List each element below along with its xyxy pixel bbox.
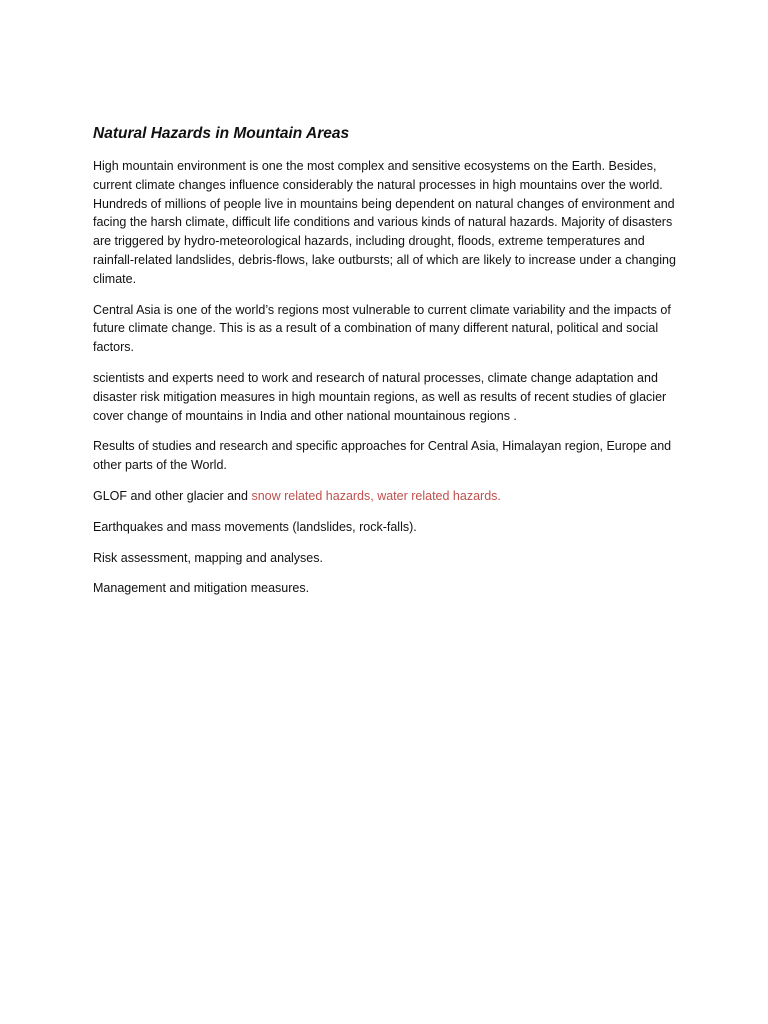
paragraph-central-asia: Central Asia is one of the world’s regions most vulnerable to current climate variability and the impacts of future climate change. This is as a result of a combination of many different natural, political and social factors.: [93, 302, 671, 355]
document-title: Natural Hazards in Mountain Areas: [93, 125, 350, 142]
item-management: Management and mitigation measures.: [93, 581, 310, 596]
item-earthquakes: Earthquakes and mass movements (landslides, rock-falls).: [93, 519, 417, 534]
paragraph-glof: [93, 487, 688, 506]
paragraph-intro: High mountain environment is one the most complex and sensitive ecosystems on the Earth. Besides, current climate changes influence considerably the natural processes in high mountains over the world. Hundreds of millions of people live in mountains being dependent on natural changes of environment and facing the harsh climate, difficult life conditions and various kinds of natural hazards. Majority of disasters are triggered by hydro-meteorological hazards, including drought, floods, extreme temperatures and rainfall-related landslides, debris-flows, lake outbursts; all of which are likely to increase under a changing climate.: [93, 159, 676, 286]
glof-highlight: snow related hazards, water related hazards.: [251, 488, 501, 503]
paragraph-results: Results of studies and research and specific approaches for Central Asia, Himalayan region, Europe and other parts of the World.: [93, 439, 672, 473]
glof-prefix: GLOF and other glacier and: [93, 488, 252, 503]
paragraph-scientists: scientists and experts need to work and research of natural processes, climate change adaptation and disaster risk mitigation measures in high mountain regions, as well as results of recent studies of glacier cover change of mountains in India and other national mountainous regions .: [93, 370, 667, 423]
item-risk-assessment: Risk assessment, mapping and analyses.: [93, 550, 323, 565]
